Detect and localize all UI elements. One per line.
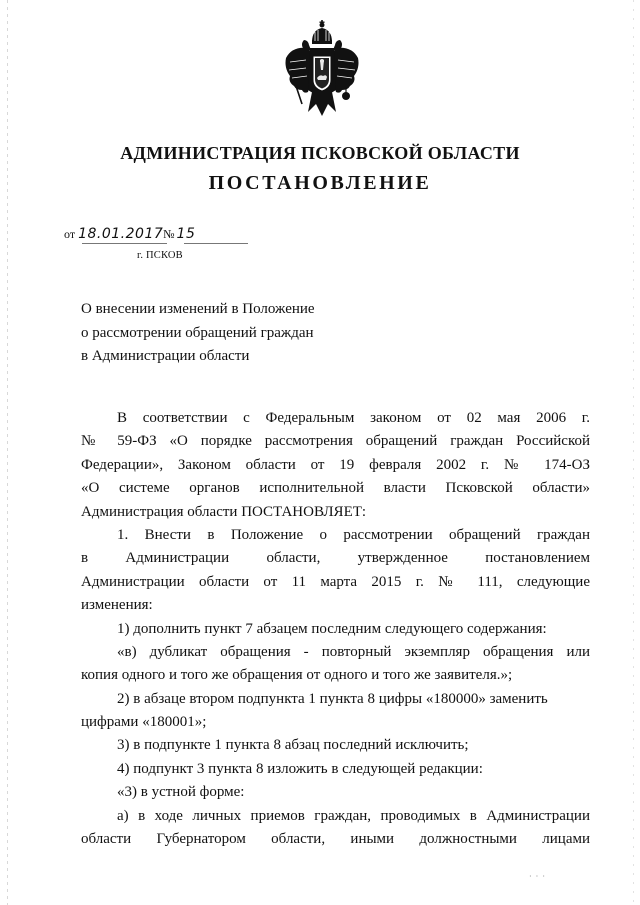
sub2-line: цифрами «180001»; [81, 714, 207, 731]
date-label: от [64, 227, 76, 241]
sub1-quote-line: «в) дубликат обращения - повторный экземпляр обращения или [117, 643, 590, 660]
preamble-line: В соответствии с Федеральным законом от 02 мая 2006 г. [117, 410, 590, 426]
date-underline [82, 243, 167, 244]
organization-title: АДМИНИСТРАЦИЯ ПСКОВСКОЙ ОБЛАСТИ [120, 143, 520, 163]
scan-edge-left [7, 0, 8, 905]
date-value: 18.01.2017 [78, 226, 164, 242]
document-subject [81, 298, 381, 369]
item1-line: в Администрации области, утвержденное постановлением [81, 550, 590, 567]
shield-icon [313, 56, 331, 91]
subject-line: о рассмотрении обращений граждан [81, 324, 314, 341]
number-label: № [163, 227, 175, 241]
crown-icon [312, 20, 332, 44]
document-body [81, 407, 590, 851]
item1-line: 1. Внести в Положение о рассмотрении обращений граждан [117, 526, 590, 543]
preamble-line: Федерации», Законом области от 19 февраля 2002 г. № 174-ОЗ [81, 456, 590, 473]
date-number-line [64, 226, 242, 242]
item1-line: изменения: [81, 597, 153, 614]
sub4-a-line: области Губернатором области, иными должностными лицами [81, 831, 590, 848]
sub1-line: 1) дополнить пункт 7 абзацем последним следующего содержания: [117, 620, 547, 637]
scan-edge-right [633, 0, 634, 905]
preamble-line: № 59-ФЗ «О порядке рассмотрения обращений граждан Российской [81, 433, 590, 450]
scan-artifact: · · · [529, 872, 546, 881]
sub1-quote-line: копия одного и того же обращения от одного и того же заявителя.»; [81, 667, 513, 684]
preamble-line: «О системе органов исполнительной власти Псковской области» [81, 480, 590, 497]
number-underline [184, 243, 248, 244]
sub4-quote-line: «3) в устной форме: [117, 784, 245, 801]
sub3-line: 3) в подпункте 1 пункта 8 абзац последний исключить; [117, 737, 469, 754]
city-label: г. ПСКОВ [137, 250, 183, 261]
sub4-line: 4) подпункт 3 пункта 8 изложить в следующей редакции: [117, 760, 483, 777]
number-value: 15 [176, 226, 196, 242]
subject-line: О внесении изменений в Положение [81, 301, 315, 317]
subject-line: в Администрации области [81, 348, 250, 364]
coat-of-arms-icon [282, 20, 362, 120]
sub4-a-line: а) в ходе личных приемов граждан, проводимых в Администрации [117, 807, 590, 824]
item1-line: Администрации области от 11 марта 2015 г. № 111, следующие [81, 573, 590, 590]
sub2-line: 2) в абзаце втором подпункта 1 пункта 8 цифры «180000» заменить [117, 690, 548, 707]
preamble-line: Администрация области ПОСТАНОВЛЯЕТ: [81, 503, 367, 520]
document-type-title: ПОСТАНОВЛЕНИЕ [208, 172, 432, 194]
